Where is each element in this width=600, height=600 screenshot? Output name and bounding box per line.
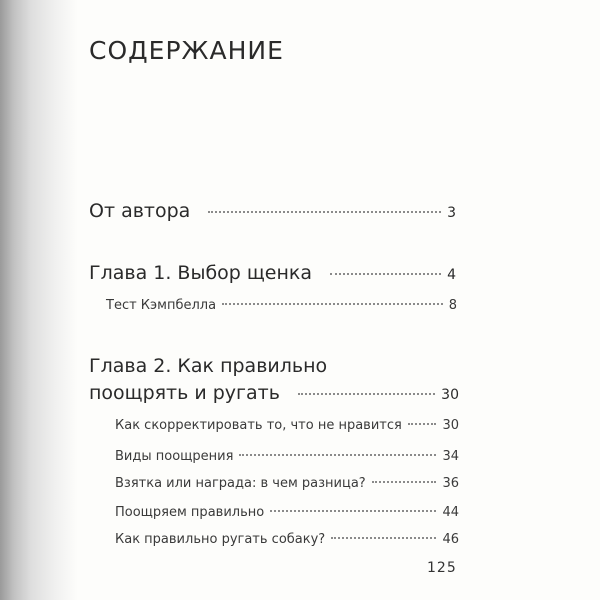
toc-entry-from-author — [89, 200, 456, 222]
toc-entry-chapter-2 — [89, 382, 459, 404]
toc-entry-page: 46 — [442, 532, 459, 547]
toc-entry-page: 44 — [442, 505, 459, 520]
toc-entry-label: Поощряем правильно — [115, 505, 265, 520]
toc-entry-chapter-2-line1: Глава 2. Как правильно — [89, 355, 328, 377]
toc-entry-label: Виды поощрения — [115, 449, 234, 464]
toc-entry-page: 36 — [442, 476, 459, 491]
dot-leader — [222, 302, 443, 305]
page-title: СОДЕРЖАНИЕ — [89, 36, 284, 65]
toc-entry-label: поощрять и ругать — [89, 382, 280, 404]
toc-entry-page: 8 — [448, 298, 457, 313]
toc-entry-page: 3 — [447, 205, 456, 221]
toc-entry-reward-correctly — [115, 505, 459, 520]
toc-entry-page: 30 — [441, 387, 459, 403]
toc-entry-campbell-test — [106, 298, 457, 313]
dot-leader — [408, 422, 437, 425]
toc-entry-page: 4 — [447, 267, 456, 283]
toc-entry-bribe-or-reward — [115, 476, 459, 491]
toc-entry-chapter-1 — [89, 262, 456, 284]
toc-entry-label: Тест Кэмпбелла — [106, 298, 217, 313]
toc-entry-label: Как правильно ругать собаку? — [115, 532, 326, 547]
toc-entry-label: Как скорректировать то, что не нравится — [115, 418, 402, 433]
toc-entry-reward-types — [115, 449, 459, 464]
dot-leader — [372, 480, 437, 483]
toc-entry-correct-behavior — [115, 418, 459, 433]
toc-entry-label: Взятка или награда: в чем разница? — [115, 476, 366, 491]
dot-leader — [208, 210, 441, 213]
toc-entry-label: Глава 1. Выбор щенка — [89, 262, 313, 284]
toc-entry-page: 34 — [442, 449, 459, 464]
toc-entry-scold-dog — [115, 532, 459, 547]
toc-entry-label: От автора — [89, 200, 191, 222]
dot-leader — [270, 509, 436, 512]
dot-leader — [298, 392, 435, 395]
page-number: 125 — [427, 560, 457, 576]
dot-leader — [330, 272, 441, 275]
dot-leader — [331, 536, 436, 539]
dot-leader — [239, 453, 436, 456]
toc-entry-page: 30 — [442, 418, 459, 433]
